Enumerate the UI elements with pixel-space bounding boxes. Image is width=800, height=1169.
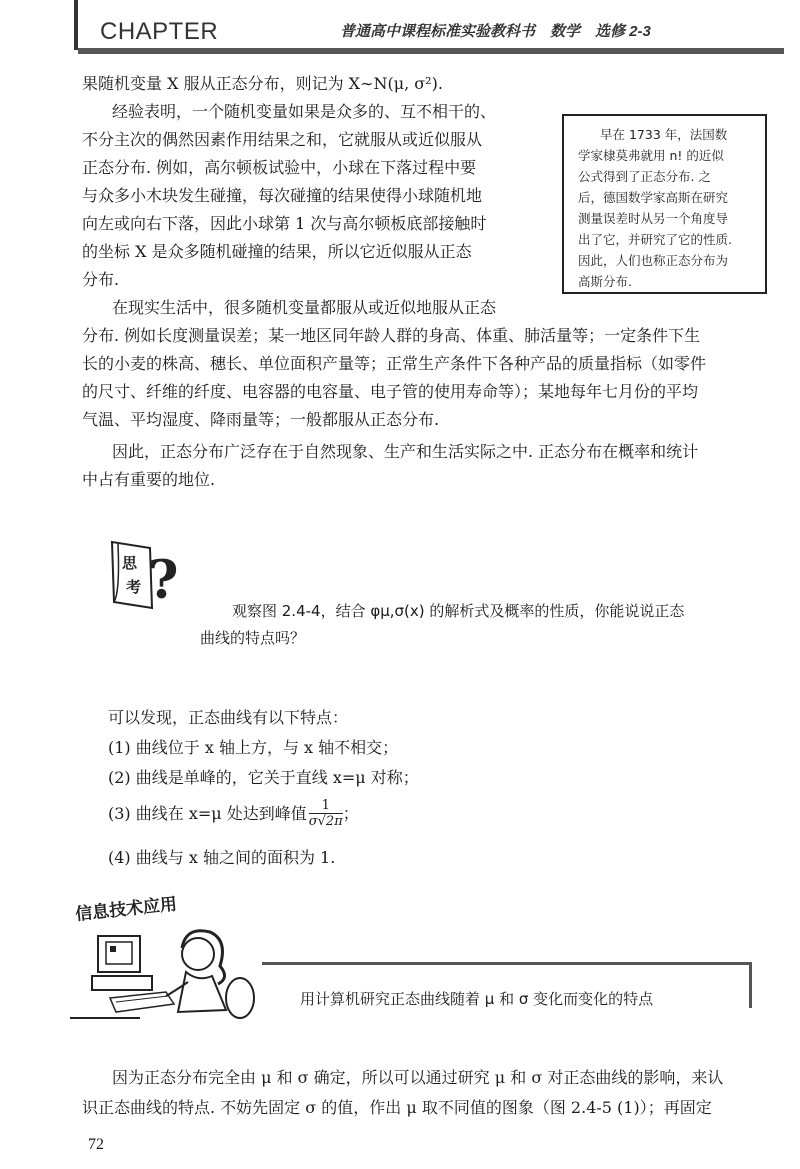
think-icon-char-2: 考 (126, 578, 142, 596)
property-3-suffix: ； (342, 803, 359, 823)
property-3-text: (3) 曲线在 x=μ 处达到峰值 (108, 803, 307, 823)
paragraph-0: 果随机变量 X 服从正态分布，则记为 X∼N(μ, σ²). (82, 74, 443, 93)
note-line-7: 高斯分布. (578, 274, 632, 289)
p1-line-6: 分布. (82, 270, 120, 289)
note-line-2: 公式得到了正态分布. 之 (578, 169, 711, 184)
thinking-icon (100, 532, 186, 612)
property-1: (1) 曲线位于 x 轴上方，与 x 轴不相交； (108, 738, 399, 757)
peak-fraction (309, 798, 343, 829)
p2-line-1: 分布. 例如长度测量误差；某一地区同年龄人群的身高、体重、肺活量等；一定条件下生 (82, 326, 701, 345)
p3-line-1: 中占有重要的地位. (82, 470, 216, 489)
note-line-3: 后，德国数学家高斯在研究 (578, 190, 729, 205)
p1-line-3: 与众多小木块发生碰撞，每次碰撞的结果使得小球随机地 (82, 186, 483, 205)
note-line-6: 因此，人们也称正态分布为 (578, 253, 729, 268)
p1-line-4: 向左或向右下落，因此小球第 1 次与高尔顿板底部接触时 (82, 214, 487, 233)
margin-note (562, 114, 767, 294)
p1-line-0: 经验表明，一个随机变量如果是众多的、互不相干的、 (112, 102, 497, 121)
closing-line-0: 因为正态分布完全由 μ 和 σ 确定，所以可以通过研究 μ 和 σ 对正态曲线的影响，来认 (112, 1068, 724, 1087)
peak-denominator: σ√2π (308, 814, 343, 829)
closing-line-1: 识正态曲线的特点. 不妨先固定 σ 的值，作出 μ 取不同值的图象（图 2.4-5 (1)）；再固定 (82, 1098, 712, 1117)
p2-line-0: 在现实生活中，很多随机变量都服从或近似地服从正态 (112, 298, 497, 317)
chapter-label: CHAPTER (100, 18, 219, 45)
p3-line-0: 因此，正态分布广泛存在于自然现象、生产和生活实际之中. 正态分布在概率和统计 (112, 442, 699, 461)
p2-line-4: 气温、平均湿度、降雨量等；一般都服从正态分布. (82, 410, 440, 429)
think-line-1: 观察图 2.4-4，结合 φμ,σ(x) 的解析式及概率的性质，你能说说正态 (232, 602, 685, 620)
note-line-1: 学家棣莫弗就用 n! 的近似 (578, 148, 724, 163)
it-section-title: 用计算机研究正态曲线随着 μ 和 σ 变化而变化的特点 (300, 990, 654, 1008)
it-application-illustration (70, 886, 260, 1026)
peak-numerator: 1 (309, 798, 343, 814)
property-2: (2) 曲线是单峰的，它关于直线 x=μ 对称； (108, 768, 419, 787)
note-line-5: 出了它，并研究了它的性质. (578, 232, 732, 247)
property-3 (108, 798, 359, 829)
think-line-2: 曲线的特点吗？ (200, 629, 306, 647)
person-icon (182, 938, 214, 970)
p1-line-2: 正态分布. 例如，高尔顿板试验中，小球在下落过程中要 (82, 158, 477, 177)
note-line-4: 测量误差时从另一个角度导 (578, 211, 729, 226)
property-4: (4) 曲线与 x 轴之间的面积为 1. (108, 848, 336, 867)
question-mark-icon: ? (148, 550, 179, 611)
p1-line-1: 不分主次的偶然因素作用结果之和，它就服从或近似服从 (82, 130, 483, 149)
properties-intro: 可以发现，正态曲线有以下特点： (108, 708, 349, 727)
it-badge-text: 信息技术应用 (74, 894, 178, 925)
header-rule (78, 48, 784, 54)
think-icon-char-1: 思 (122, 554, 138, 572)
note-line-0: 早在 1733 年，法国数 (600, 127, 728, 142)
book-title: 普通高中课程标准实验教科书 数学 选修 2-3 (340, 23, 651, 40)
think-prompt (200, 598, 760, 652)
header-left-bar (74, 0, 78, 50)
p2-line-3: 的尺寸、纤维的纤度、电容器的电容量、电子管的使用寿命等）；某地每年七月份的平均 (82, 382, 699, 401)
p2-line-2: 长的小麦的株高、穗长、单位面积产量等；正常生产条件下各种产品的质量指标（如零件 (82, 354, 707, 373)
page-number: 72 (88, 1136, 104, 1153)
p1-line-5: 的坐标 X 是众多随机碰撞的结果，所以它近似服从正态 (82, 242, 472, 261)
